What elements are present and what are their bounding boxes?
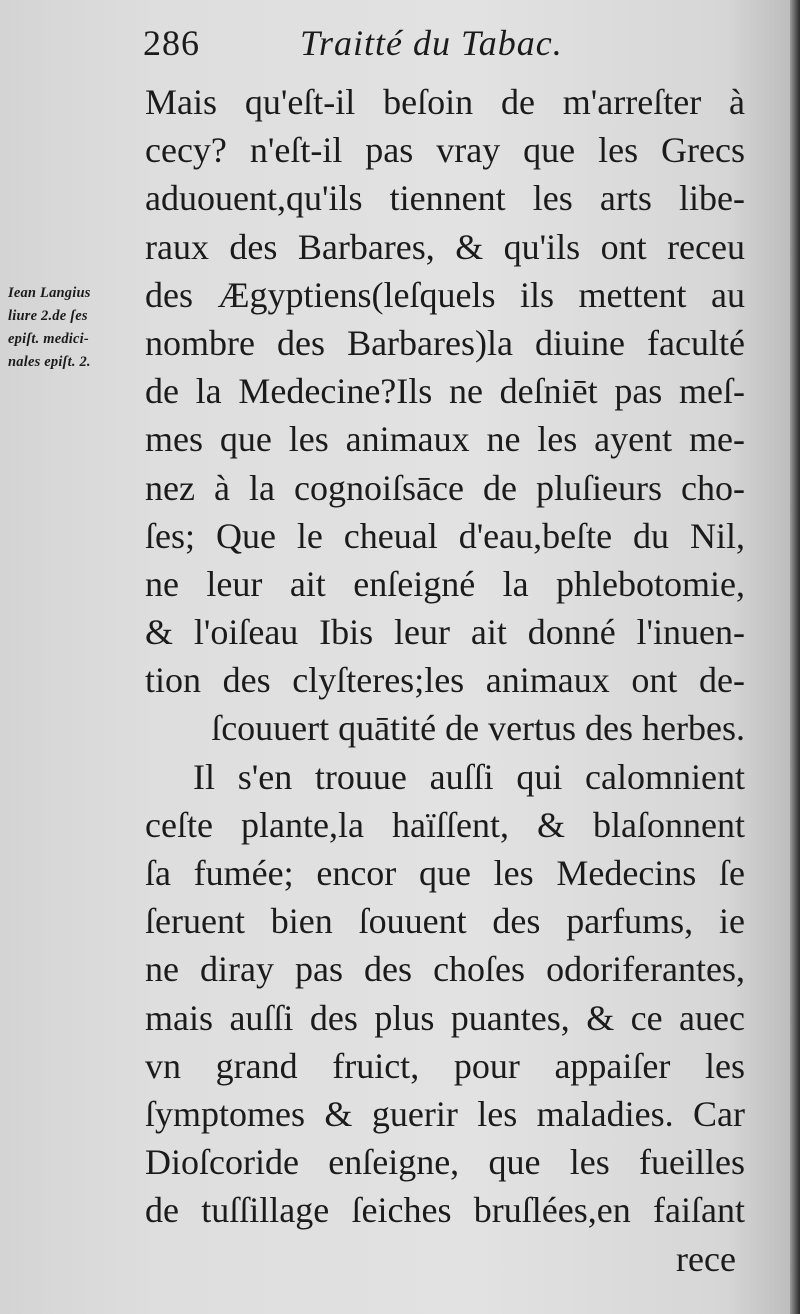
text-line: ſes; Que le cheual d'eau,beſte du Nil, — [145, 515, 745, 556]
text-line: ne diray pas des choſes odoriferantes, — [145, 949, 745, 990]
text-line: ſcouuert quātité de vertus des herbes. — [211, 708, 745, 749]
text-line: ſeruent bien ſouuent des parfums, ie — [145, 901, 745, 942]
running-head — [140, 20, 780, 68]
margin-note-line: epiſt. medici- — [8, 331, 89, 347]
text-line: Mais qu'eſt-il beſoin de m'arreſter à — [145, 82, 745, 122]
text-line: raux des Barbares, & qu'ils ont receu — [145, 226, 745, 267]
text-line: des Ægyptiens(leſquels ils mettent au — [145, 274, 745, 315]
text-line: Dioſcoride enſeigne, que les fueilles — [145, 1142, 745, 1183]
text-line: tion des clyſteres;les animaux ont de- — [145, 660, 745, 701]
text-line: ſymptomes & guerir les maladies. Car — [145, 1093, 745, 1134]
page-edge-shadow — [790, 0, 800, 1314]
text-line: mais auſſi des plus puantes, & ce auec — [145, 997, 745, 1038]
text-line: de la Medecine?Ils ne deſniēt pas meſ- — [145, 371, 745, 412]
body-text — [145, 78, 745, 1235]
margin-note-line: liure 2.de ſes — [8, 308, 88, 324]
text-line: ceſte plante,la haïſſent, & blaſonnent — [145, 804, 745, 845]
margin-note — [8, 282, 136, 374]
text-line: nombre des Barbares)la diuine faculté — [145, 322, 745, 363]
text-line: Il s'en trouue auſſi qui calomnient — [193, 756, 745, 797]
text-line: vn grand fruict, pour appaiſer les — [145, 1045, 745, 1086]
text-line: ne leur ait enſeigné la phlebotomie, — [145, 563, 745, 604]
text-line: nez à la cognoiſsāce de pluſieurs cho- — [145, 467, 745, 508]
catchword: rece — [676, 1239, 736, 1279]
text-line: & l'oiſeau Ibis leur ait donné l'inuen- — [145, 612, 745, 653]
text-line: de tuſſillage ſeiches bruſlées,en faiſant — [145, 1190, 745, 1231]
running-title: Traitté du Tabac. — [300, 23, 563, 63]
text-line: cecy? n'eſt-il pas vray que les Grecs — [145, 130, 745, 171]
text-line: mes que les animaux ne les ayent me- — [145, 419, 745, 460]
margin-note-line: Iean Langius — [8, 285, 91, 301]
text-line: aduouent,qu'ils tiennent les arts libe- — [145, 178, 745, 219]
text-line: ſa fumée; encor que les Medecins ſe — [145, 853, 745, 893]
margin-note-line: nales epiſt. 2. — [8, 354, 91, 370]
page-number: 286 — [143, 23, 200, 63]
